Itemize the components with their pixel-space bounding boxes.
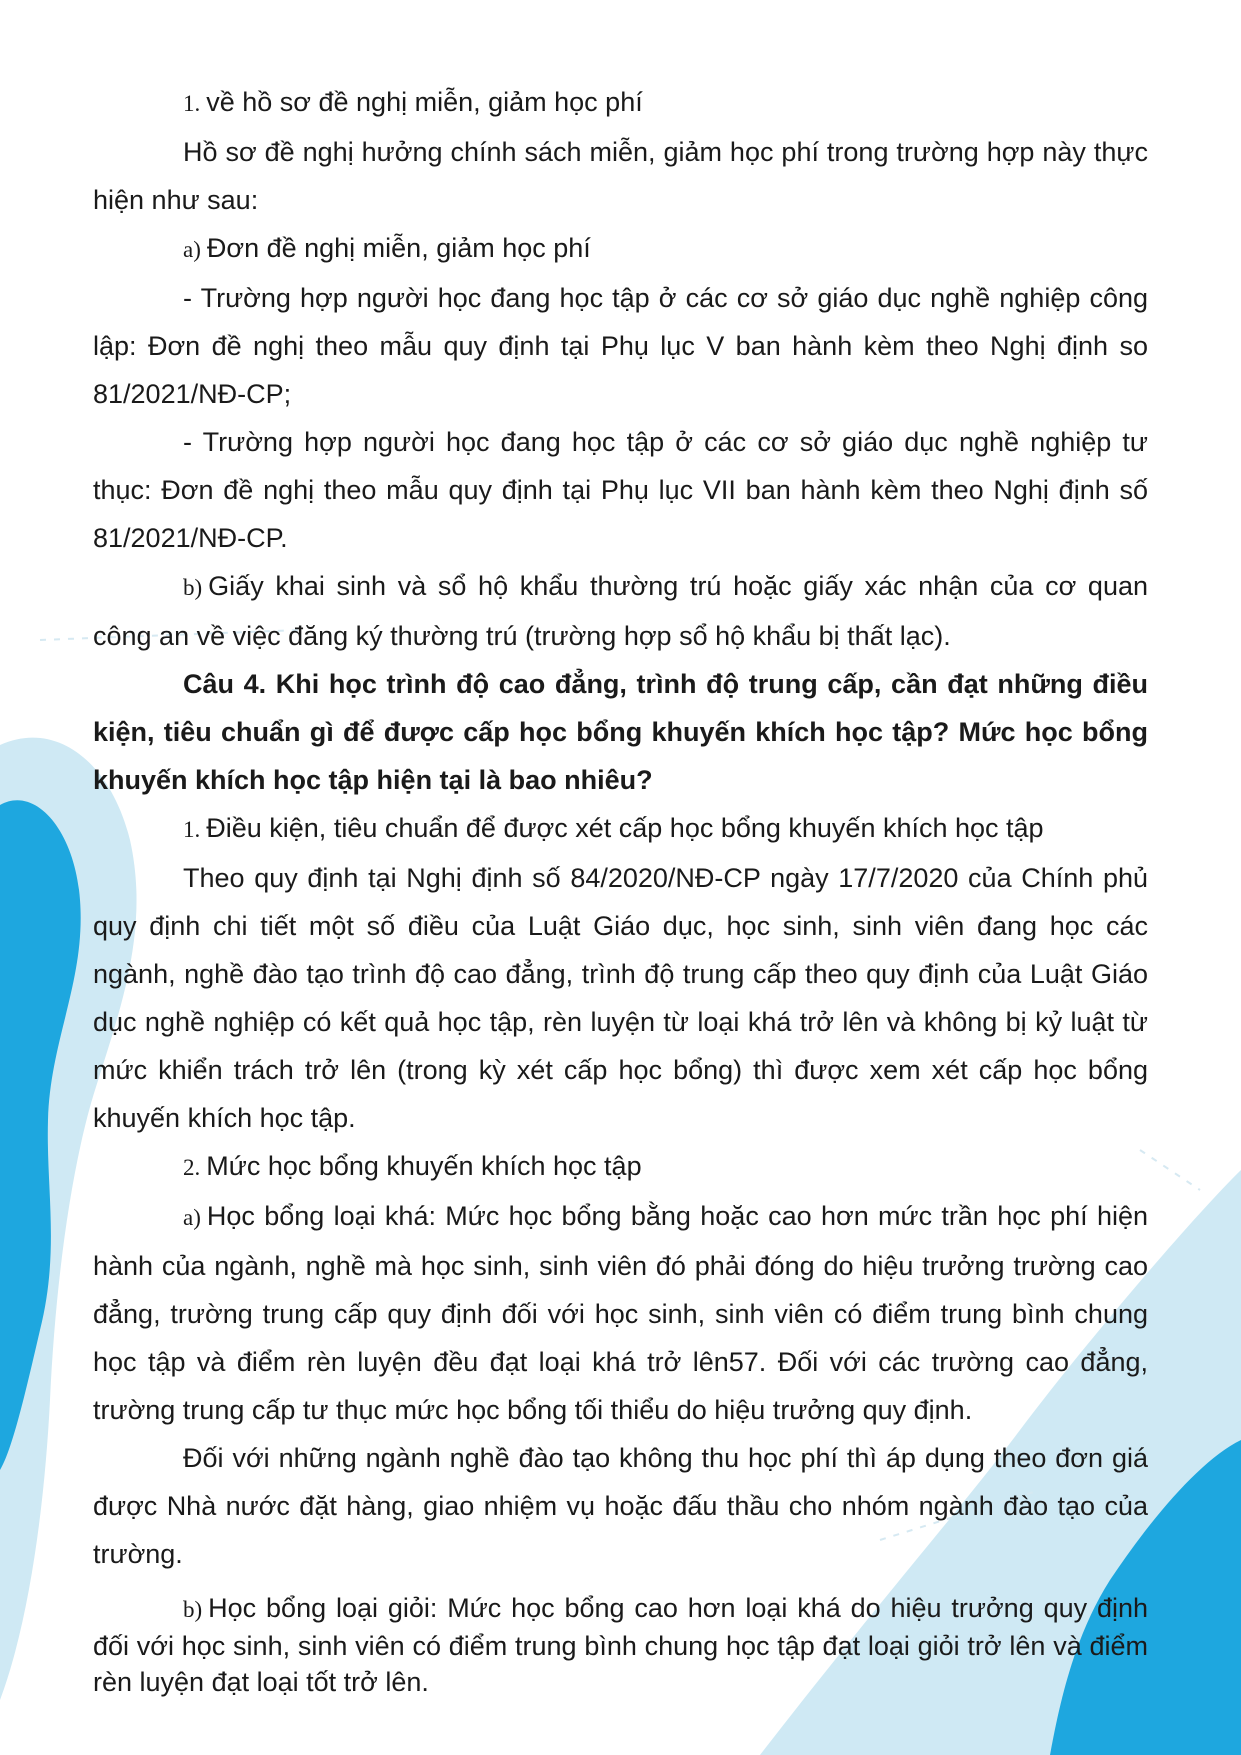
list-marker: a) <box>183 1205 201 1230</box>
subsection-b: b) Giấy khai sinh và sổ hộ khẩu thường trú hoặc giấy xác nhận của cơ quan công an về việc đăng ký thường trú (trường hợp sổ hộ khẩu bị thất lạc). <box>93 571 1148 651</box>
list-marker: 2. <box>183 1155 201 1180</box>
subsection-a: a) Học bổng loại khá: Mức học bổng bằng hoặc cao hơn mức trần học phí hiện hành của ngành, nghề mà học sinh, sinh viên đó phải đóng do hiệu trưởng trường cao đẳng, trường trung cấp quy định đối với học sinh, sinh viên có điểm trung bình chung học tập và điểm rèn luyện đều đạt loại khá trở lên57. Đối với các trường cao đẳng, trường trung cấp tư thục mức học bổng tối thiểu do hiệu trưởng quy định. <box>93 1201 1148 1425</box>
paragraph: Đối với những ngành nghề đào tạo không thu học phí thì áp dụng theo đơn giá được Nhà nước đặt hàng, giao nhiệm vụ hoặc đấu thầu cho nhóm ngành đào tạo của trường. <box>93 1443 1148 1569</box>
list-marker: 1. <box>183 817 201 842</box>
subsection-b: b) Học bổng loại giỏi: Mức học bổng cao hơn loại khá do hiệu trưởng quy định đối với học sinh, sinh viên có điểm trung bình chung học tập đạt loại giỏi trở lên và điểm rèn luyện đạt loại tốt trở lên. <box>93 1593 1148 1697</box>
section-heading-2: 2. Mức học bổng khuyến khích học tập <box>183 1151 642 1181</box>
question-heading: Câu 4. Khi học trình độ cao đẳng, trình độ trung cấp, cần đạt những điều kiện, tiêu chuẩn gì để được cấp học bổng khuyến khích học tập? Mức học bổng khuyến khích học tập hiện tại là bao nhiêu? <box>93 669 1148 795</box>
paragraph: - Trường hợp người học đang học tập ở các cơ sở giáo dục nghề nghiệp công lập: Đơn đề nghị theo mẫu quy định tại Phụ lục V ban hành kèm theo Nghị định so 81/2021/NĐ-CP; <box>93 283 1148 409</box>
section-heading-1: 1. về hồ sơ đề nghị miễn, giảm học phí <box>183 87 643 117</box>
list-marker: b) <box>183 1597 203 1622</box>
paragraph: - Trường hợp người học đang học tập ở các cơ sở giáo dục nghề nghiệp tư thục: Đơn đề nghị theo mẫu quy định tại Phụ lục VII ban hành kèm theo Nghị định số 81/2021/NĐ-CP. <box>93 427 1148 553</box>
list-marker: b) <box>183 575 203 600</box>
list-marker: a) <box>183 237 201 262</box>
section-heading-1: 1. Điều kiện, tiêu chuẩn để được xét cấp học bổng khuyến khích học tập <box>183 813 1044 843</box>
paragraph: Hồ sơ đề nghị hưởng chính sách miễn, giảm học phí trong trường hợp này thực hiện như sau: <box>93 137 1148 215</box>
list-marker: 1. <box>183 91 201 116</box>
paragraph: Theo quy định tại Nghị định số 84/2020/NĐ-CP ngày 17/7/2020 của Chính phủ quy định chi tiết một số điều của Luật Giáo dục, học sinh, sinh viên đang học các ngành, nghề đào tạo trình độ cao đẳng, trình độ trung cấp theo quy định của Luật Giáo dục nghề nghiệp có kết quả học tập, rèn luyện từ loại khá trở lên và không bị kỷ luật từ mức khiển trách trở lên (trong kỳ xét cấp học bổng) thì được xem xét cấp học bổng khuyến khích học tập. <box>93 863 1148 1133</box>
subsection-a: a) Đơn đề nghị miễn, giảm học phí <box>183 233 591 263</box>
document-body <box>93 78 1148 1700</box>
